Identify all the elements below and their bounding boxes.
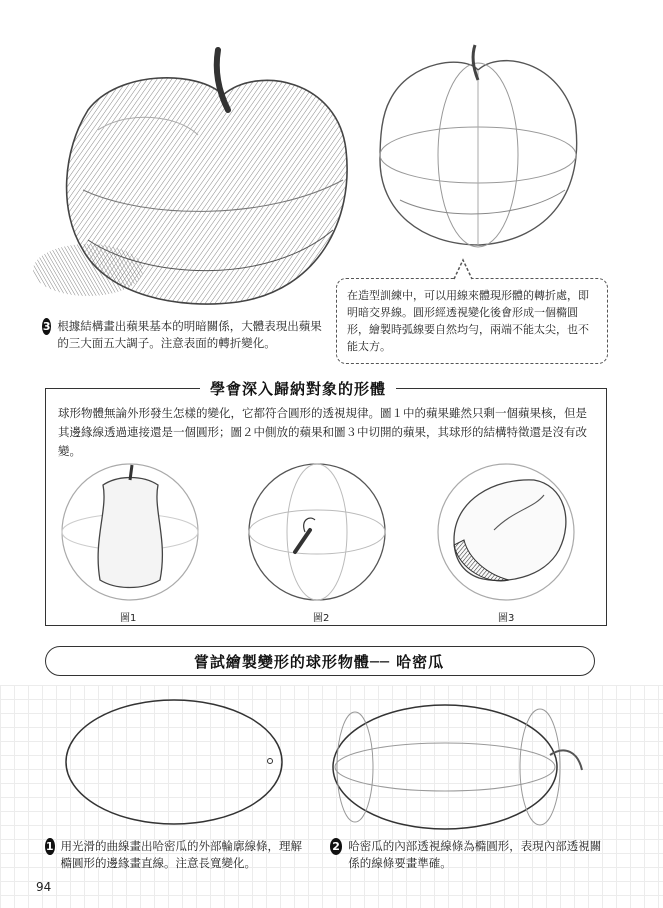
callout-pointer — [452, 258, 474, 280]
step-3-caption — [42, 318, 322, 352]
structure-apple-sketch — [370, 40, 585, 255]
step-caption-text: 根據結構畫出蘋果基本的明暗關係，大體表現出蘋果的三大面五大調子。注意表面的轉折變化。 — [57, 319, 322, 350]
step-number-badge: 3 — [42, 320, 51, 333]
step-number-badge: 1 — [45, 840, 54, 853]
melon-structure-sketch — [330, 700, 598, 835]
tip-callout — [336, 278, 608, 364]
figure-1-label: 圖1 — [120, 613, 137, 624]
figure-2-label: 圖2 — [313, 613, 330, 624]
figure-3-label: 圖3 — [498, 613, 515, 624]
figure-1-apple-core — [58, 460, 203, 605]
step-caption-text: 哈密瓜的內部透視線條為橢圓形，表現內部透視關係的線條要畫準確。 — [348, 839, 602, 870]
melon-outline-sketch — [62, 695, 292, 830]
step-number-badge: 2 — [330, 838, 342, 855]
section-2-title-wrap — [45, 651, 593, 672]
tip-text: 在造型訓練中，可以用線來體現形體的轉折處，即明暗交界線。圓形經透視變化後會形成一個橢圓形，繪製時弧線要自然均勻，兩端不能太尖，也不能太方。 — [347, 289, 589, 353]
page-number: 94 — [36, 880, 52, 894]
shaded-apple-sketch — [28, 40, 358, 310]
section-paragraph: 球形物體無論外形發生怎樣的變化，它都符合圓形的透視規律。圖１中的蘋果雖然只剩一個蘋果核，但是其邊緣線透過連接還是一個圓形；圖２中側放的蘋果和圖３中切開的蘋果，其球形的結構特徵還是沒有改變。 — [58, 406, 587, 458]
section-2-title: 嘗試繪製變形的球形物體── 哈密瓜 — [193, 653, 445, 671]
figure-3-cut-apple — [434, 460, 579, 605]
step-caption-text: 用光滑的曲線畫出哈密瓜的外部輪廓線條，理解橢圓形的邊緣畫直線。注意長寬變化。 — [60, 839, 303, 870]
step-2-caption — [330, 838, 605, 872]
step-1-caption — [45, 838, 305, 872]
section-title: 學會深入歸納對象的形體 — [210, 380, 387, 398]
figure-2-side-apple — [245, 460, 390, 605]
section-title-bar — [200, 378, 396, 399]
